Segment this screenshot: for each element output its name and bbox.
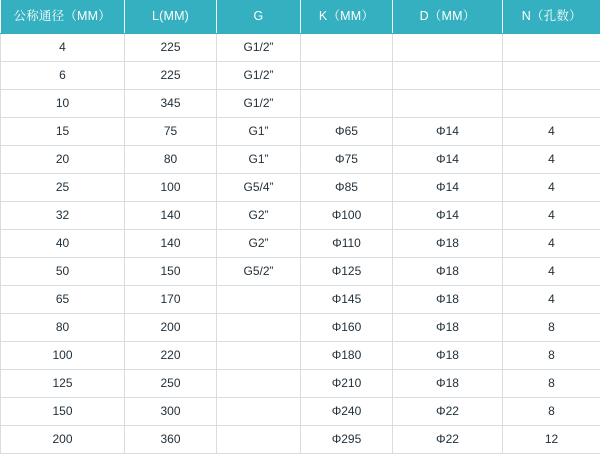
table-row [1,202,600,230]
cell-l: 75 [125,118,217,146]
cell-l: 225 [125,34,217,62]
cell-g: G5/4” [217,174,301,202]
cell-n: 4 [503,286,600,314]
table-row [1,34,600,62]
cell-n [503,34,600,62]
cell-l: 140 [125,230,217,258]
cell-g: G1” [217,118,301,146]
cell-d: Φ14 [393,202,503,230]
cell-d [393,62,503,90]
cell-l: 150 [125,258,217,286]
cell-l: 300 [125,398,217,426]
cell-n: 4 [503,118,600,146]
cell-n: 4 [503,230,600,258]
cell-l: 100 [125,174,217,202]
cell-n: 12 [503,426,600,454]
table-row [1,286,600,314]
cell-k [301,34,393,62]
table-row [1,426,600,454]
cell-nominal-diameter: 25 [1,174,125,202]
cell-g: G2” [217,202,301,230]
cell-nominal-diameter: 10 [1,90,125,118]
cell-k: Φ295 [301,426,393,454]
cell-g [217,370,301,398]
column-header-l: L(MM) [125,0,217,34]
cell-k: Φ75 [301,146,393,174]
cell-g: G2” [217,230,301,258]
cell-d: Φ14 [393,174,503,202]
cell-d: Φ18 [393,230,503,258]
cell-k: Φ110 [301,230,393,258]
cell-n: 4 [503,174,600,202]
cell-n: 4 [503,258,600,286]
column-header-d: D（MM） [393,0,503,34]
cell-g: G1/2” [217,90,301,118]
table-row [1,146,600,174]
column-header-n: N（孔数） [503,0,600,34]
table-header-row [1,0,600,34]
cell-l: 140 [125,202,217,230]
table-row [1,62,600,90]
cell-l: 170 [125,286,217,314]
cell-k [301,90,393,118]
cell-n: 8 [503,398,600,426]
table-row [1,314,600,342]
cell-g: G1/2” [217,34,301,62]
cell-nominal-diameter: 100 [1,342,125,370]
cell-k: Φ100 [301,202,393,230]
cell-k: Φ125 [301,258,393,286]
cell-g [217,426,301,454]
cell-nominal-diameter: 65 [1,286,125,314]
column-header-k: K（MM） [301,0,393,34]
table-row [1,398,600,426]
column-header-nominal-diameter: 公称通径（MM） [1,0,125,34]
cell-g [217,398,301,426]
cell-n: 8 [503,314,600,342]
table-row [1,370,600,398]
cell-d [393,90,503,118]
cell-n [503,90,600,118]
cell-g [217,342,301,370]
table-row [1,90,600,118]
cell-d: Φ22 [393,426,503,454]
cell-l: 360 [125,426,217,454]
cell-nominal-diameter: 125 [1,370,125,398]
cell-nominal-diameter: 20 [1,146,125,174]
cell-k: Φ65 [301,118,393,146]
cell-nominal-diameter: 150 [1,398,125,426]
cell-l: 220 [125,342,217,370]
table-header [1,0,600,34]
cell-k [301,62,393,90]
table-row [1,174,600,202]
cell-d: Φ22 [393,398,503,426]
cell-nominal-diameter: 50 [1,258,125,286]
cell-k: Φ145 [301,286,393,314]
cell-k: Φ210 [301,370,393,398]
cell-nominal-diameter: 15 [1,118,125,146]
cell-k: Φ160 [301,314,393,342]
cell-l: 80 [125,146,217,174]
cell-nominal-diameter: 32 [1,202,125,230]
cell-l: 200 [125,314,217,342]
cell-d: Φ18 [393,370,503,398]
cell-d: Φ18 [393,258,503,286]
cell-d: Φ14 [393,146,503,174]
cell-d: Φ14 [393,118,503,146]
cell-n: 8 [503,370,600,398]
cell-d [393,34,503,62]
table-body [1,34,600,454]
cell-n: 8 [503,342,600,370]
cell-nominal-diameter: 6 [1,62,125,90]
cell-k: Φ240 [301,398,393,426]
cell-l: 225 [125,62,217,90]
cell-d: Φ18 [393,342,503,370]
column-header-g: G [217,0,301,34]
cell-g [217,314,301,342]
cell-n: 4 [503,146,600,174]
cell-nominal-diameter: 4 [1,34,125,62]
cell-nominal-diameter: 200 [1,426,125,454]
cell-g [217,286,301,314]
cell-g: G1” [217,146,301,174]
cell-g: G5/2” [217,258,301,286]
cell-nominal-diameter: 40 [1,230,125,258]
table-row [1,342,600,370]
cell-k: Φ85 [301,174,393,202]
table-row [1,230,600,258]
cell-n: 4 [503,202,600,230]
table-row [1,258,600,286]
cell-d: Φ18 [393,286,503,314]
cell-l: 345 [125,90,217,118]
cell-d: Φ18 [393,314,503,342]
cell-g: G1/2” [217,62,301,90]
cell-nominal-diameter: 80 [1,314,125,342]
cell-k: Φ180 [301,342,393,370]
cell-l: 250 [125,370,217,398]
cell-n [503,62,600,90]
table-row [1,118,600,146]
